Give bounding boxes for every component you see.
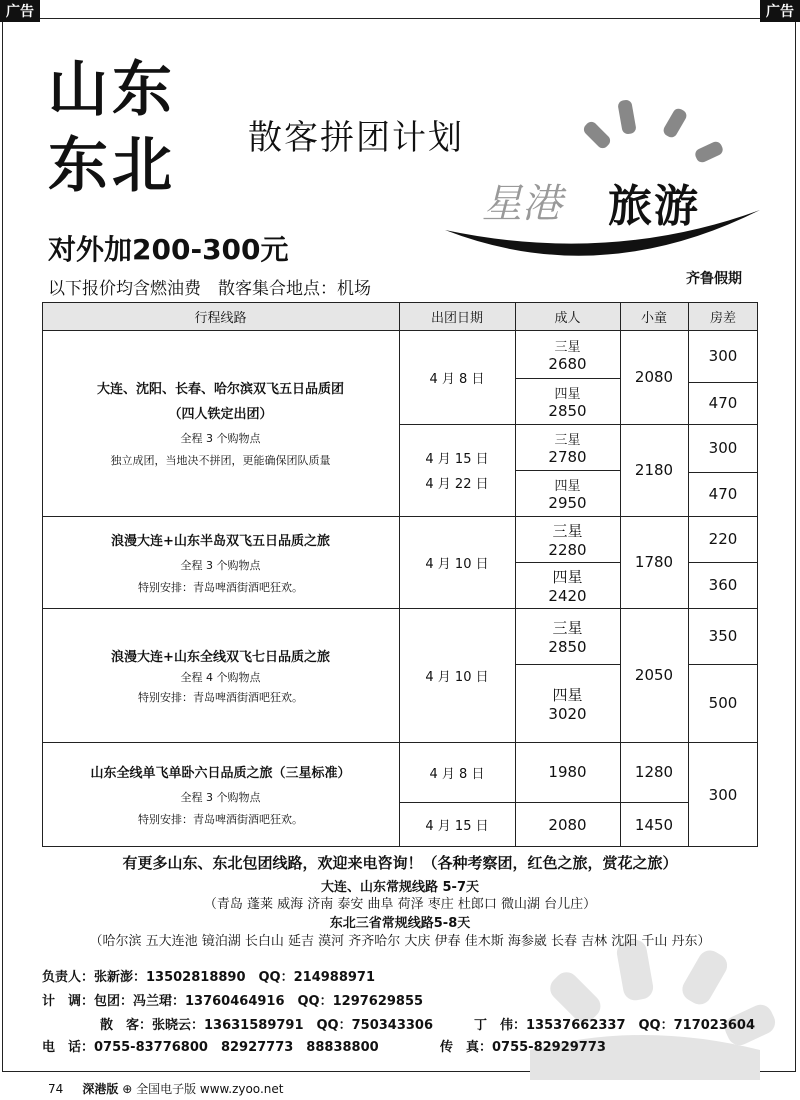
- room-1c: 300: [708, 439, 738, 457]
- adult-price: 2420: [548, 586, 587, 605]
- footer-line-5: （哈尔滨 五大连池 镜泊湖 长白山 延吉 漠河 齐齐哈尔 大庆 伊春 佳木斯 海参崴 长春 吉林 沈阳 千山 丹东）: [89, 934, 711, 949]
- grid-line: [688, 562, 758, 563]
- date-4a: 4 月 8 日: [429, 766, 485, 782]
- grid-line: [399, 302, 400, 847]
- child-4a: 1280: [634, 763, 674, 781]
- route-1-title: 大连、沈阳、长春、哈尔滨双飞五日品质团: [96, 382, 344, 397]
- grid-line: [515, 302, 516, 847]
- route-3-note1: 全程 4 个购物点: [180, 670, 261, 684]
- schedule-table: [42, 302, 758, 847]
- grid-line: [42, 742, 758, 743]
- child-1b: 2180: [634, 461, 674, 479]
- adult-3b: [515, 664, 620, 742]
- headline-line2: 东北: [48, 131, 176, 201]
- footer-line-2: 大连、山东常规线路 5-7天: [320, 880, 479, 895]
- route-1-note1: 全程 3 个购物点: [180, 432, 261, 445]
- adult-2b: [515, 562, 620, 608]
- star-label: 三星: [554, 339, 581, 355]
- grid-line: [688, 382, 758, 383]
- site-link[interactable]: 全国电子版 www.zyoo.net: [136, 1082, 284, 1096]
- route-4-note2: 特别安排：青岛啤酒街酒吧狂欢。: [138, 813, 303, 826]
- grid-line: [688, 472, 758, 473]
- grid-line: [688, 424, 758, 425]
- ad-tag-right: 广告: [760, 0, 800, 22]
- sun-watermark-icon: [490, 930, 790, 1080]
- star-label: 三星: [554, 432, 581, 448]
- room-3a: 350: [708, 627, 738, 645]
- note-line: 以下报价均含燃油费 散客集合地点：机场: [48, 279, 371, 299]
- contact-individual-2: 丁 伟：13537662337 QQ：717023604: [474, 1018, 756, 1033]
- route-1-sub: （四人铁定出团）: [168, 407, 273, 422]
- date-1b-2: 4 月 22 日: [425, 477, 489, 492]
- footer-line-3: （青岛 蓬莱 威海 济南 泰安 曲阜 荷泽 枣庄 杜郎口 微山湖 台儿庄）: [203, 897, 597, 912]
- adult-1d: [515, 470, 620, 516]
- room-2b: 360: [708, 576, 738, 594]
- adult-price: 2850: [548, 401, 587, 420]
- contact-individual: 散 客：张晓云：13631589791 QQ：750343306: [100, 1018, 434, 1033]
- footer-line-1: 有更多山东、东北包团线路，欢迎来电咨询！（各种考察团，红色之旅，赏花之旅）: [122, 854, 678, 872]
- grid-line: [42, 330, 758, 331]
- footer-line-4: 东北三省常规线路5-8天: [329, 916, 471, 931]
- logo-script: 星港: [482, 181, 562, 227]
- grid-line: [42, 846, 758, 847]
- grid-line: [42, 302, 758, 303]
- adult-1b: [515, 378, 620, 424]
- adult-4b: 2080: [548, 815, 587, 834]
- route-2-note2: 特别安排：青岛啤酒街酒吧狂欢。: [138, 580, 303, 594]
- grid-line: [515, 378, 620, 379]
- contact-fax: 传 真：0755-82929773: [440, 1040, 606, 1055]
- adult-3a: [515, 608, 620, 664]
- adult-4a: 1980: [548, 763, 587, 781]
- header-date: 出团日期: [399, 302, 515, 330]
- route-3-title: 浪漫大连+山东全线双飞七日品质之旅: [111, 649, 330, 665]
- grid-line: [515, 562, 620, 563]
- date-3: 4 月 10 日: [425, 669, 489, 685]
- route-2-note1: 全程 3 个购物点: [180, 558, 261, 572]
- route-3: [42, 608, 399, 742]
- grid-line: [620, 302, 621, 847]
- route-2: [42, 516, 399, 608]
- grid-line: [42, 516, 758, 517]
- adult-price: 3020: [548, 704, 587, 723]
- grid-line: [688, 302, 689, 847]
- logo-text: 旅游: [608, 181, 700, 232]
- adult-price: 2850: [548, 637, 587, 656]
- child-4b: 1450: [634, 815, 674, 834]
- page-footer: [48, 1080, 283, 1097]
- header-adult: 成人: [515, 302, 620, 330]
- adult-price: 2780: [548, 447, 587, 466]
- child-2: 1780: [634, 553, 674, 571]
- date-1a: 4 月 8 日: [429, 371, 485, 387]
- room-1d: 470: [708, 485, 738, 503]
- route-4-note1: 全程 3 个购物点: [180, 791, 261, 804]
- headline-line1: 山东: [48, 55, 176, 125]
- star-label: 四星: [554, 478, 581, 494]
- price-line: 对外加200-300元: [48, 233, 289, 266]
- route-2-title: 浪漫大连+山东半岛双飞五日品质之旅: [111, 533, 330, 549]
- child-1a: 2080: [634, 368, 674, 386]
- route-4-title: 山东全线单飞单卧六日品质之旅（三星标准）: [90, 766, 351, 781]
- adult-price: 2950: [548, 493, 587, 512]
- edition-label: 深港版: [82, 1082, 119, 1096]
- adult-1a: [515, 330, 620, 378]
- brand-name: 齐鲁假期: [686, 271, 742, 287]
- globe-icon: ⊕: [122, 1082, 133, 1096]
- date-1b: [399, 424, 515, 516]
- adult-price: 2680: [548, 354, 587, 373]
- route-1-note2: 独立成团，当地决不拼团，更能确保团队质量: [110, 454, 331, 467]
- subtitle: 散客拼团计划: [248, 118, 464, 158]
- header-route: 行程线路: [42, 302, 399, 330]
- child-3: 2050: [634, 666, 674, 684]
- grid-line: [515, 664, 620, 665]
- star-label: 三星: [552, 521, 583, 540]
- grid-line: [42, 302, 43, 847]
- star-label: 四星: [552, 567, 583, 586]
- room-1b: 470: [708, 394, 738, 412]
- grid-line: [757, 302, 758, 847]
- date-1b-1: 4 月 15 日: [425, 452, 489, 467]
- contact-manager: 负责人：张新澎：13502818890 QQ：214988971: [42, 970, 376, 985]
- grid-line: [42, 608, 758, 609]
- grid-line: [515, 470, 620, 471]
- contact-phone: 电 话：0755-83776800 82927773 88838800: [42, 1040, 379, 1055]
- adult-price: 2280: [548, 540, 587, 559]
- room-3b: 500: [708, 694, 738, 712]
- adult-1c: [515, 424, 620, 470]
- star-label: 四星: [552, 685, 583, 704]
- header-room: 房差: [688, 302, 758, 330]
- contact-planner: 计 调：包团：冯兰珺：13760464916 QQ：1297629855: [42, 994, 424, 1009]
- page-number: 74: [48, 1082, 64, 1096]
- route-3-note2: 特别安排：青岛啤酒街酒吧狂欢。: [138, 690, 303, 704]
- date-2: 4 月 10 日: [425, 556, 489, 572]
- room-2a: 220: [708, 530, 738, 548]
- adult-2a: [515, 516, 620, 562]
- room-1a: 300: [708, 347, 738, 365]
- route-1: [42, 330, 399, 516]
- header-child: 小童: [620, 302, 688, 330]
- grid-line: [399, 802, 688, 803]
- route-4: [42, 742, 399, 847]
- date-4b: 4 月 15 日: [425, 819, 489, 834]
- room-4: 300: [708, 785, 738, 804]
- grid-line: [688, 664, 758, 665]
- ad-tag-left: 广告: [0, 0, 40, 22]
- star-label: 四星: [554, 386, 581, 402]
- grid-line: [399, 424, 688, 425]
- star-label: 三星: [552, 618, 583, 637]
